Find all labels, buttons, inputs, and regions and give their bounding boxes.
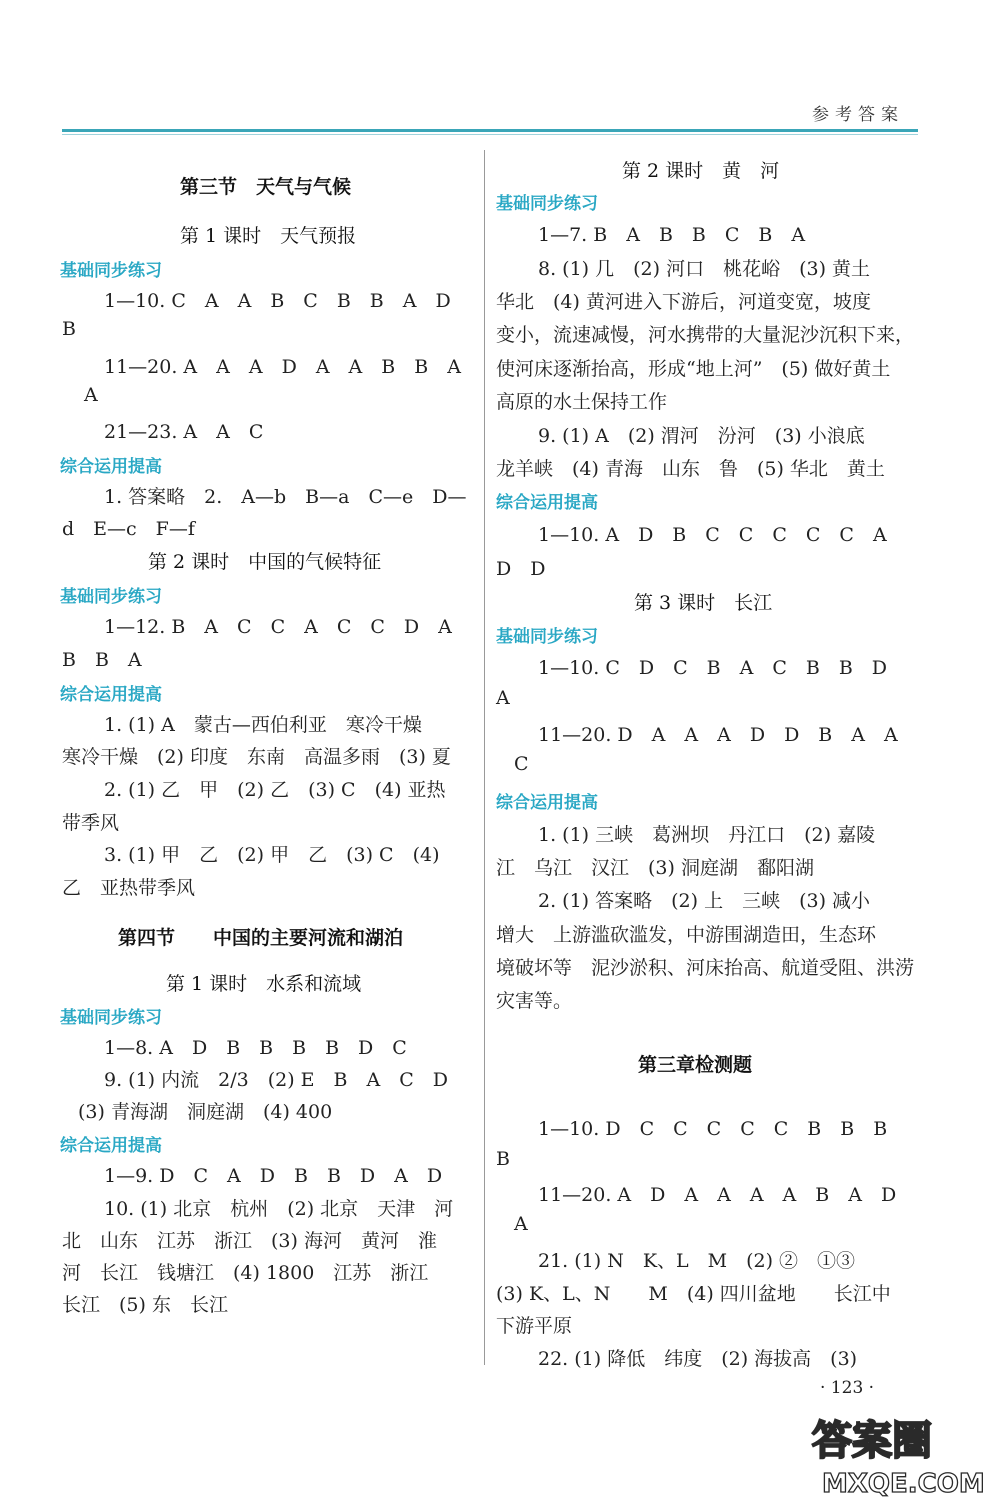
answer-line: 增大 上游滥砍滥发，中游围湖造田，生态环 xyxy=(496,924,877,946)
answer-line: A xyxy=(514,1213,528,1235)
answer-line: 9. (1) A (2) 渭河 汾河 (3) 小浪底 xyxy=(538,425,865,447)
answer-line: 境破坏等 泥沙淤积、河床抬高、航道受阻、洪涝 xyxy=(496,957,915,979)
answer-line: D D xyxy=(496,558,546,580)
answer-line: 带季风 xyxy=(62,812,120,834)
exercise-label: 综合运用提高 xyxy=(60,457,162,477)
answer-line: A xyxy=(84,384,98,406)
exercise-label: 综合运用提高 xyxy=(60,1136,162,1156)
answer-line: 龙羊峡 (4) 青海 山东 鲁 (5) 华北 黄土 xyxy=(496,458,885,480)
answer-line: 3. (1) 甲 乙 (2) 甲 乙 (3) C (4) xyxy=(104,844,440,866)
section-title: 第三节 天气与气候 xyxy=(180,176,352,198)
answer-line: 11—20. A D A A A A B A D xyxy=(538,1184,897,1206)
header-title: 参考答案 xyxy=(812,105,904,125)
answer-line: 华北 (4) 黄河进入下游后，河道变宽，坡度 xyxy=(496,291,871,313)
answer-line: 10. (1) 北京 杭州 (2) 北京 天津 河 xyxy=(104,1198,454,1220)
answer-line: 2. (1) 答案略 (2) 上 三峡 (3) 减小 xyxy=(538,890,871,912)
answer-line: d E—c F—f xyxy=(62,518,195,540)
page-number: · 123 · xyxy=(820,1378,875,1398)
watermark-sub-text: MXQE.COM xyxy=(822,1469,985,1499)
watermark-logo xyxy=(808,1404,1000,1500)
answer-line: 高原的水土保持工作 xyxy=(496,391,668,413)
answer-line: B xyxy=(496,1148,510,1170)
chapter-test-title: 第三章检测题 xyxy=(638,1054,753,1076)
answer-line: (3) K、L、N M (4) 四川盆地 长江中 xyxy=(496,1283,891,1305)
answer-line: 使河床逐渐抬高，形成“地上河” (5) 做好黄土 xyxy=(496,358,891,380)
lesson-title: 第 1 课时 天气预报 xyxy=(180,225,357,247)
exercise-label: 基础同步练习 xyxy=(60,1008,162,1028)
answer-line: 21. (1) N K、L M (2) ② ①③ xyxy=(538,1250,856,1272)
lesson-title: 第 1 课时 水系和流域 xyxy=(166,973,362,995)
lesson-title: 第 2 课时 黄 河 xyxy=(622,160,780,182)
answer-line: 乙 亚热带季风 xyxy=(62,877,196,899)
answer-line: 1—7. B A B B C B A xyxy=(538,224,806,246)
answer-line: 1—10. D C C C C C B B B xyxy=(538,1118,888,1140)
answer-line: 1—10. C D C B A C B B D xyxy=(538,657,888,679)
answer-line: B xyxy=(62,318,76,340)
answer-line: 长江 (5) 东 长江 xyxy=(62,1294,228,1316)
answer-line: C xyxy=(514,753,529,775)
watermark-main-text: 答案圈 xyxy=(812,1418,932,1464)
answer-line: 22. (1) 降低 纬度 (2) 海拔高 (3) xyxy=(538,1348,858,1370)
answer-line: 下游平原 xyxy=(496,1315,573,1337)
answer-line: 1—9. D C A D B B D A D xyxy=(104,1165,443,1187)
answer-line: 1—10. A D B C C C C C A xyxy=(538,524,887,546)
answer-line: (3) 青海湖 洞庭湖 (4) 400 xyxy=(78,1101,333,1123)
answer-line: 1. (1) A 蒙古—西伯利亚 寒冷干燥 xyxy=(104,714,422,736)
answer-line: 9. (1) 内流 2/3 (2) E B A C D xyxy=(104,1069,448,1091)
answer-line: 8. (1) 几 (2) 河口 桃花峪 (3) 黄土 xyxy=(538,258,871,280)
answer-line: 1—12. B A C C A C C D A xyxy=(104,616,452,638)
answer-line: 灾害等。 xyxy=(496,990,573,1012)
answer-line: 1—8. A D B B B B D C xyxy=(104,1037,407,1059)
answer-line: A xyxy=(496,687,510,709)
answer-line: 2. (1) 乙 甲 (2) 乙 (3) C (4) 亚热 xyxy=(104,779,446,801)
lesson-title: 第 3 课时 长江 xyxy=(634,592,773,614)
exercise-label: 综合运用提高 xyxy=(496,493,598,513)
exercise-label: 基础同步练习 xyxy=(496,627,598,647)
answer-line: 21—23. A A C xyxy=(104,421,264,443)
answer-line: 1. (1) 三峡 葛洲坝 丹江口 (2) 嘉陵 xyxy=(538,824,876,846)
exercise-label: 综合运用提高 xyxy=(496,793,598,813)
answer-line: 北 山东 江苏 浙江 (3) 海河 黄河 淮 xyxy=(62,1230,437,1252)
answer-line: B B A xyxy=(62,649,142,671)
answer-line: 1—10. C A A B C B B A D xyxy=(104,290,451,312)
header-rule-thin xyxy=(62,134,918,135)
exercise-label: 综合运用提高 xyxy=(60,685,162,705)
lesson-title: 第 2 课时 中国的气候特征 xyxy=(148,551,382,573)
exercise-label: 基础同步练习 xyxy=(60,587,162,607)
answer-line: 11—20. D A A A D D B A A xyxy=(538,724,898,746)
answer-line: 河 长江 钱塘江 (4) 1800 江苏 浙江 xyxy=(62,1262,429,1284)
answer-line: 1. 答案略 2. A—b B—a C—e D— xyxy=(104,486,467,508)
answer-line: 变小，流速减慢，河水携带的大量泥沙沉积下来， xyxy=(496,324,915,346)
column-divider xyxy=(484,150,485,1365)
header-rule xyxy=(62,129,918,132)
exercise-label: 基础同步练习 xyxy=(60,261,162,281)
answer-line: 寒冷干燥 (2) 印度 东南 高温多雨 (3) 夏 xyxy=(62,746,451,768)
answer-line: 江 乌江 汉江 (3) 洞庭湖 鄱阳湖 xyxy=(496,857,814,879)
exercise-label: 基础同步练习 xyxy=(496,194,598,214)
section-title: 第四节 中国的主要河流和湖泊 xyxy=(118,927,404,949)
answer-line: 11—20. A A A D A A B B A xyxy=(104,356,461,378)
